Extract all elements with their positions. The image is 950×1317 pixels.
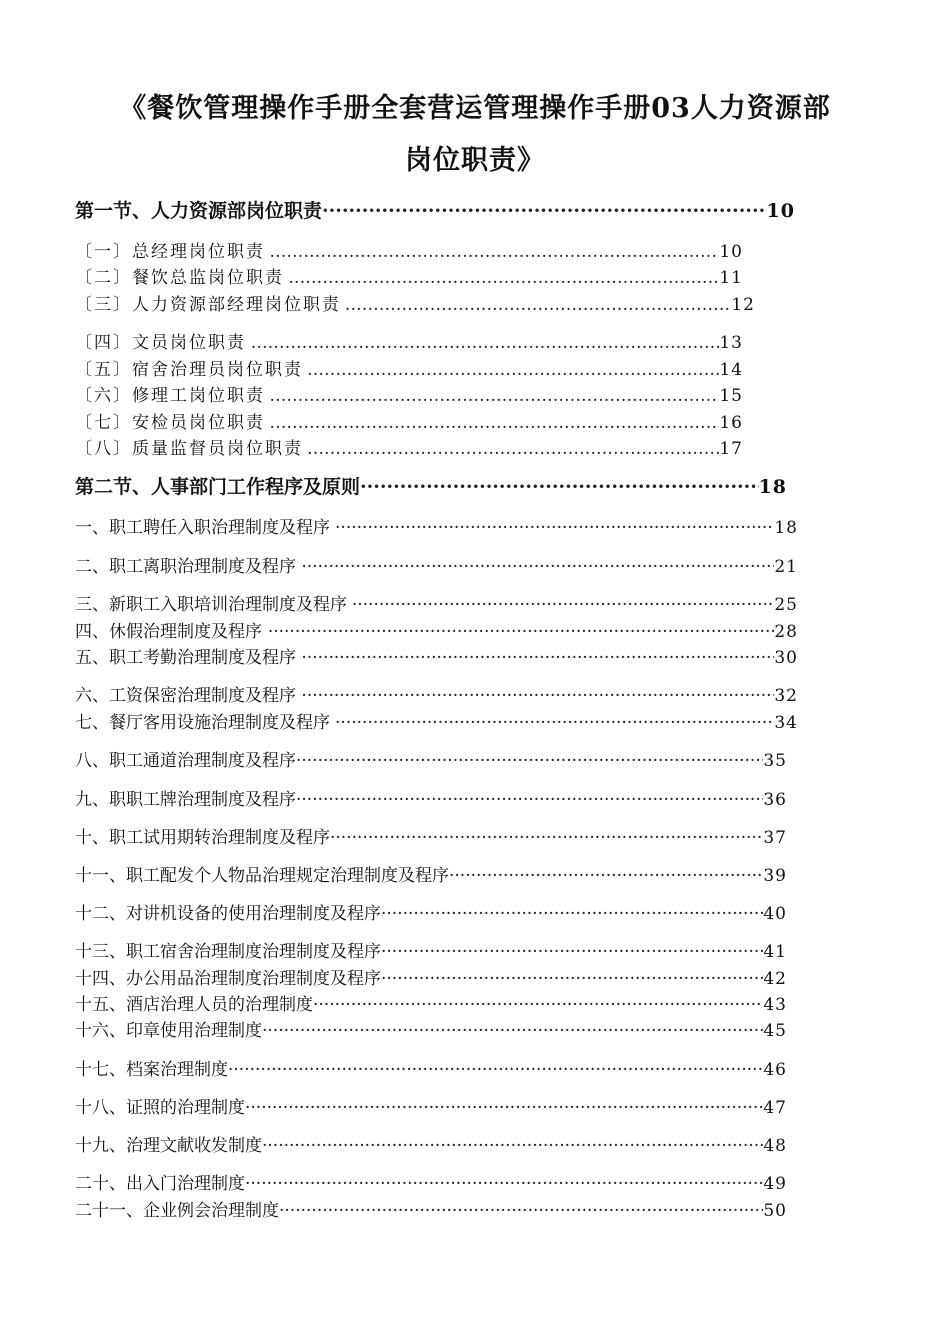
dot-leader xyxy=(301,648,774,667)
toc-entry[interactable] xyxy=(75,681,798,705)
dot-leader xyxy=(322,200,767,222)
document-title-line-2: 岗位职责》 xyxy=(405,145,545,176)
entry-page-number: 47 xyxy=(763,1098,787,1117)
entry-page-number: 11 xyxy=(719,268,743,287)
entry-label: 十三、职工宿舍治理制度治理制度及程序 xyxy=(75,942,381,961)
dot-leader xyxy=(279,1201,763,1220)
toc-entry[interactable] xyxy=(75,708,798,732)
entry-page-number: 34 xyxy=(774,713,798,732)
entry-label: 十九、治理文献收发制度 xyxy=(75,1136,262,1155)
entry-label: 六、工资保密治理制度及程序 xyxy=(75,686,296,705)
dot-leader xyxy=(313,995,763,1014)
dot-leader xyxy=(269,242,719,261)
toc-entry[interactable] xyxy=(75,990,787,1014)
entry-page-number: 36 xyxy=(763,790,787,809)
entry-label: 〔二〕餐饮总监岗位职责 xyxy=(75,268,284,287)
dot-leader xyxy=(335,713,774,732)
entry-label: 〔一〕总经理岗位职责 xyxy=(75,242,265,261)
entry-label: 〔三〕人力资源部经理岗位职责 xyxy=(75,295,341,314)
toc-entry[interactable] xyxy=(75,861,787,885)
toc-entry[interactable] xyxy=(75,823,787,847)
entry-label: 十八、证照的治理制度 xyxy=(75,1098,245,1117)
entry-page-number: 32 xyxy=(774,686,798,705)
entry-page-number: 18 xyxy=(774,518,798,537)
toc-entry[interactable] xyxy=(75,290,755,314)
entry-page-number: 21 xyxy=(774,557,798,576)
entry-label: 十二、对讲机设备的使用治理制度及程序 xyxy=(75,904,381,923)
entry-label: 〔六〕修理工岗位职责 xyxy=(75,386,265,405)
section-page-number: 18 xyxy=(758,476,787,498)
entry-label: 七、餐厅客用设施治理制度及程序 xyxy=(75,713,330,732)
dot-leader xyxy=(228,1060,763,1079)
entry-label: 十七、档案治理制度 xyxy=(75,1060,228,1079)
dot-leader xyxy=(381,942,763,961)
entry-label: 二十、出入门治理制度 xyxy=(75,1174,245,1193)
entry-label: 三、新职工入职培训治理制度及程序 xyxy=(75,595,347,614)
dot-leader xyxy=(296,790,763,809)
entry-label: 八、职工通道治理制度及程序 xyxy=(75,751,296,770)
toc-entry[interactable] xyxy=(75,355,743,379)
entry-label: 十一、职工配发个人物品治理规定治理制度及程序 xyxy=(75,866,449,885)
entry-label: 二、职工离职治理制度及程序 xyxy=(75,557,296,576)
entry-page-number: 12 xyxy=(731,295,755,314)
entry-label: 〔七〕安检员岗位职责 xyxy=(75,413,265,432)
toc-entry[interactable] xyxy=(75,381,743,405)
toc-entry[interactable] xyxy=(75,785,787,809)
entry-label: 十四、办公用品治理制度治理制度及程序 xyxy=(75,969,381,988)
toc-section-heading[interactable] xyxy=(75,196,795,226)
dot-leader xyxy=(296,751,763,770)
dot-leader xyxy=(345,295,732,314)
toc-entry[interactable] xyxy=(75,408,743,432)
entry-label: 九、职职工牌治理制度及程序 xyxy=(75,790,296,809)
entry-page-number: 15 xyxy=(719,386,743,405)
dot-leader xyxy=(330,828,763,847)
entry-page-number: 42 xyxy=(763,969,787,988)
entry-label: 五、职工考勤治理制度及程序 xyxy=(75,648,296,667)
toc-entry[interactable] xyxy=(75,1016,787,1040)
entry-page-number: 14 xyxy=(719,360,743,379)
toc-entry[interactable] xyxy=(75,937,787,961)
entry-label: 二十一、企业例会治理制度 xyxy=(75,1201,279,1220)
entry-page-number: 50 xyxy=(763,1201,787,1220)
dot-leader xyxy=(449,866,763,885)
toc-entry[interactable] xyxy=(75,643,798,667)
entry-label: 四、休假治理制度及程序 xyxy=(75,622,262,641)
entry-label: 十六、印章使用治理制度 xyxy=(75,1021,262,1040)
toc-section-heading[interactable] xyxy=(75,472,787,502)
toc-entry[interactable] xyxy=(75,328,743,352)
entry-page-number: 37 xyxy=(763,828,787,847)
toc-entry[interactable] xyxy=(75,590,798,614)
section-page-number: 10 xyxy=(766,200,795,222)
entry-page-number: 30 xyxy=(774,648,798,667)
toc-entry[interactable] xyxy=(75,1055,787,1079)
dot-leader xyxy=(307,439,719,458)
entry-label: 〔四〕文员岗位职责 xyxy=(75,333,246,352)
entry-label: 十五、酒店治理人员的治理制度 xyxy=(75,995,313,1014)
entry-page-number: 40 xyxy=(763,904,787,923)
dot-leader xyxy=(269,413,719,432)
entry-label: 〔五〕宿舍治理员岗位职责 xyxy=(75,360,303,379)
entry-page-number: 48 xyxy=(763,1136,787,1155)
dot-leader xyxy=(262,1136,763,1155)
document-title-line-1: 《餐饮管理操作手册全套营运管理操作手册03人力资源部 xyxy=(119,93,831,124)
entry-page-number: 16 xyxy=(719,413,743,432)
toc-entry[interactable] xyxy=(75,1169,787,1193)
section-title: 第一节、人力资源部岗位职责 xyxy=(75,200,323,222)
toc-entry[interactable] xyxy=(75,513,798,537)
entry-page-number: 28 xyxy=(774,622,798,641)
entry-label: 〔八〕质量监督员岗位职责 xyxy=(75,439,303,458)
entry-page-number: 25 xyxy=(774,595,798,614)
toc-entry[interactable] xyxy=(75,434,743,458)
toc-entry[interactable] xyxy=(75,1093,787,1117)
entry-page-number: 39 xyxy=(763,866,787,885)
toc-entry[interactable] xyxy=(75,1131,787,1155)
entry-page-number: 10 xyxy=(719,242,743,261)
entry-page-number: 41 xyxy=(763,942,787,961)
entry-page-number: 46 xyxy=(763,1060,787,1079)
dot-leader xyxy=(301,686,774,705)
dot-leader xyxy=(381,969,763,988)
dot-leader xyxy=(335,518,774,537)
entry-page-number: 45 xyxy=(763,1021,787,1040)
toc-entry[interactable] xyxy=(75,746,787,770)
toc-entry[interactable] xyxy=(75,1196,787,1220)
dot-leader xyxy=(245,1174,763,1193)
dot-leader xyxy=(262,1021,763,1040)
toc-entry[interactable] xyxy=(75,617,798,641)
dot-leader xyxy=(381,904,763,923)
entry-page-number: 13 xyxy=(719,333,743,352)
dot-leader xyxy=(251,333,720,352)
toc-entry[interactable] xyxy=(75,237,743,261)
entry-label: 十、职工试用期转治理制度及程序 xyxy=(75,828,330,847)
section-title: 第二节、人事部门工作程序及原则 xyxy=(75,476,361,498)
toc-entry[interactable] xyxy=(75,964,787,988)
toc-entry[interactable] xyxy=(75,552,798,576)
dot-leader xyxy=(352,595,775,614)
entry-page-number: 35 xyxy=(763,751,787,770)
dot-leader xyxy=(245,1098,763,1117)
entry-page-number: 43 xyxy=(763,995,787,1014)
dot-leader xyxy=(360,476,759,498)
dot-leader xyxy=(301,557,774,576)
toc-entry[interactable] xyxy=(75,263,743,287)
entry-page-number: 49 xyxy=(763,1174,787,1193)
entry-page-number: 17 xyxy=(719,439,743,458)
dot-leader xyxy=(288,268,719,287)
dot-leader xyxy=(307,360,719,379)
toc-entry[interactable] xyxy=(75,899,787,923)
dot-leader xyxy=(269,386,719,405)
dot-leader xyxy=(268,622,775,641)
entry-label: 一、职工聘任入职治理制度及程序 xyxy=(75,518,330,537)
